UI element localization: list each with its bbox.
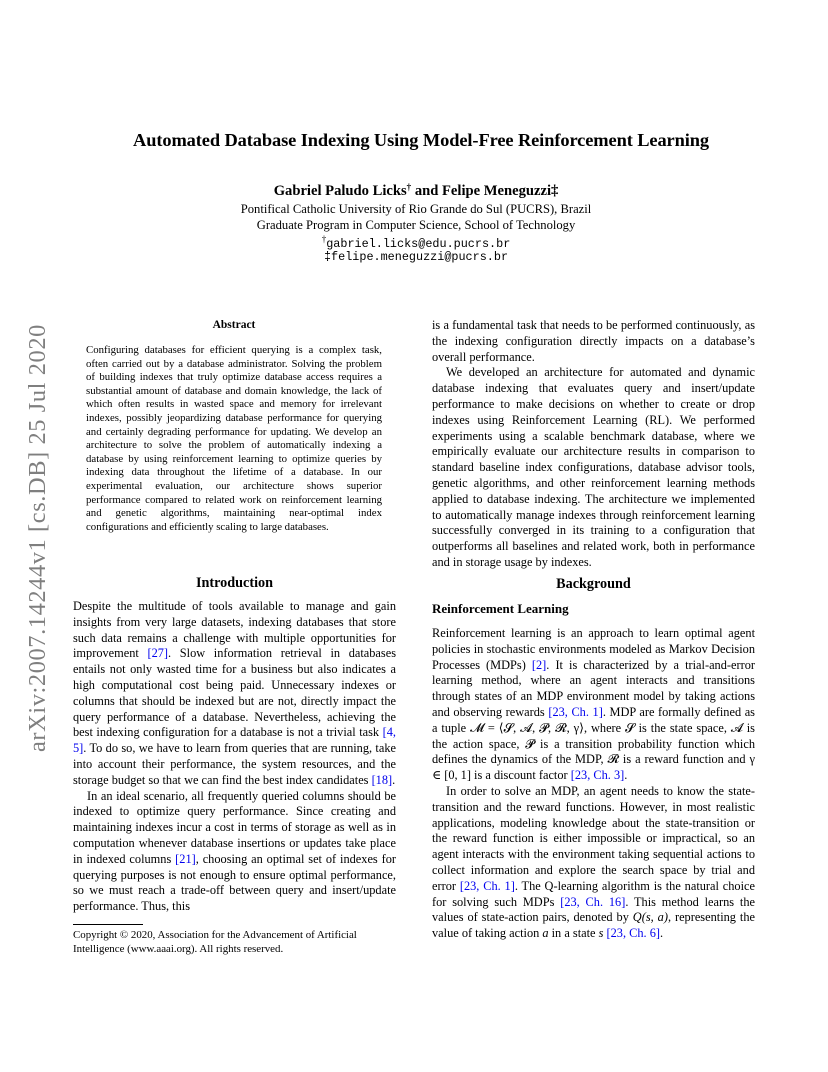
citation-link[interactable]: [2] [531,657,547,672]
abstract-heading: Abstract [212,319,256,331]
text-run: is the state space, [634,720,731,735]
email-author-2[interactable] [100,250,732,264]
paper-title: Automated Database Indexing Using Model-Free Reinforcement Learning [133,130,709,150]
text-run: In an ideal scenario, all frequently queried columns should be indexed to optimize query performance. Since creating and maintaining indexes incur a cost in terms of storage as well as in computation whenever database insertions or updates take place in indexed columns [73,788,396,866]
math-action: a [542,926,549,941]
introduction-body [73,599,396,915]
math-state: s [598,926,604,941]
author-2-mark: ‡ [551,183,559,199]
math-action-space: 𝓐 [730,720,743,735]
arxiv-identifier[interactable]: arXiv:2007.14244v1 [cs.DB] 25 Jul 2020 [24,324,51,752]
text-run: . [660,926,664,941]
text-run: . [624,768,628,783]
footnote-rule [73,924,143,925]
citation-link[interactable]: [23, Ch. 1] [548,704,603,719]
math-reward: 𝓡 [607,752,619,767]
text-run: In order to solve an MDP, an agent needs to know the state-transition and the reward functions. However, in most realistic applications, modeling knowledge about the state-transition or the reward function is either impossible or impractical, so an agent interacts with the environment taking sequential actions to collect information and explore the search space by trial and error [432,783,755,893]
citation-link[interactable]: [23, Ch. 3] [570,768,625,783]
citation-link[interactable]: [27] [147,646,169,661]
email-1-text: gabriel.licks@edu.pucrs.br [326,237,511,251]
intro-paragraph-4: We developed an architecture for automated and dynamic database indexing that evaluates query and insert/update performance to make decisions on whether to create or drop indexes using Reinforcement Learning (RL). We performed experiments using a scalable benchmark database, where we empirically evaluate our architecture results in comparison to standard baseline index configurations, database advisor tools, genetic algorithms, and other reinforcement learning methods applied to database indexing. The architecture we implemented to automatically manage indexes through reinforcement learning successfully converged in its training to a configuration that outperforms all baselines and related work, both in performance and in storage usage by indexes. [432,365,755,569]
math-state-space: 𝓢 [625,720,635,735]
text-run: . Slow information retrieval in databases entails not only wasted time for a business but also indicates a high computational cost being paid. Unnecessary indexes or columns that should be indexed but are not, directly impact the query performance of a database. Nevertheless, achieving the best indexing configuration for a database is not a trivial task [73,646,396,740]
intro-paragraph-3: is a fundamental task that needs to be performed continuously, as the indexing configuration directly impacts on a database’s overall performance. [432,318,755,364]
email-1-mark: † [321,234,327,244]
author-1: Gabriel Paludo Licks [273,183,407,199]
text-run: is the action space, [432,720,755,751]
math-q-function: Q(s, a) [632,910,668,925]
abstract-text: Configuring databases for efficient querying is a complex task, often carried out by a database administrator. Solving the problem of building indexes that truly optimize database access requires a substantial amount of database and domain knowledge, the lack of which often results in wasted space and memory for irrelevant indexes, possibly jeopardizing database performance for querying and certainly degrading performance for updating. We develop an architecture to solve the problem of automatically indexing a database by using reinforcement learning to optimize queries by indexing data throughout the lifetime of a database. In our experimental evaluation, our architecture shows superior performance compared to related work on reinforcement learning and genetic algorithms, maintaining near-optimal index configurations and efficiently scaling to large databases. [86,344,382,533]
author-line [100,182,732,200]
text-run: is a transition probability function which defines the dynamics of the MDP, [432,736,756,767]
background-heading: Background [556,576,631,592]
text-run: Despite the multitude of tools available to manage and gain insights from very large datasets, indexing databases that store such data remains a challenge with multiple opportunities for improvement [73,599,396,661]
copyright-notice: Copyright © 2020, Association for the Advancement of Artificial Intelligence (www.aaai.org). All rights reserved. [73,929,357,955]
citation-link[interactable]: [21] [175,851,196,866]
text-run: , representing the value of taking action [432,910,755,941]
citation-link[interactable]: [23, Ch. 6] [606,926,660,941]
citation-link[interactable]: [18] [371,772,393,787]
text-run: in a state [548,926,599,941]
introduction-heading: Introduction [196,575,273,591]
math-discount: γ ∈ [0, 1] [432,752,755,783]
author-1-mark: † [406,182,412,192]
rl-subheading: Reinforcement Learning [432,601,569,616]
author-join: and [411,183,442,199]
intro-paragraph-2 [73,789,396,915]
text-run: . It is characterized by a trial-and-error learning method, where an agent interacts and transitions through states of an MDP environment model by taking actions and observing rewards [432,657,755,719]
citation-link[interactable]: [23, Ch. 1] [459,878,515,893]
text-run: . To do so, we have to learn from queries that are running, take into account their performance, the system resources, and the storage budget so that we can find the best index candidates [73,741,396,787]
email-author-1[interactable] [100,234,732,251]
text-run: . [392,772,396,787]
text-run: . MDP are formally defined as a tuple [432,704,755,735]
text-run: Reinforcement learning is an approach to learn optimal agent policies in stochastic environments modeled as Markov Decision Processes (MDPs) [432,626,755,672]
affiliation-program: Graduate Program in Computer Science, School of Technology [256,218,576,232]
text-run: is a discount factor [470,768,571,783]
intro-paragraph-1 [73,599,396,789]
background-paragraph-1 [432,626,755,784]
math-transition: 𝓟 [525,736,535,751]
introduction-continued [432,318,755,571]
text-run: , where [583,720,626,735]
citation-link[interactable]: [23, Ch. 16] [560,894,626,909]
text-run: is a reward function and [619,752,750,767]
email-2-text: felipe.meneguzzi@pucrs.br [331,250,509,264]
email-2-mark: ‡ [323,250,332,264]
background-body [432,626,755,942]
affiliation-university: Pontifical Catholic University of Rio Grande do Sul (PUCRS), Brazil [240,202,592,216]
math-mdp-tuple: 𝓜 = ⟨𝓢, 𝓐, 𝓟, 𝓡, γ⟩ [470,720,584,735]
background-paragraph-2 [432,784,755,942]
text-run: , choosing an optimal set of indexes for querying purposes is not enough to ensure optimal performance, so we must reach a trade-off between query and insert/update performance. Thus, this [73,851,397,914]
author-2: Felipe Meneguzzi [442,183,552,199]
text-run: . This method learns the values of state-action pairs, denoted by [432,894,755,925]
citation-link[interactable]: [4, 5] [73,725,396,756]
text-run: . The Q-learning algorithm is the natural choice for solving such MDPs [432,878,755,909]
